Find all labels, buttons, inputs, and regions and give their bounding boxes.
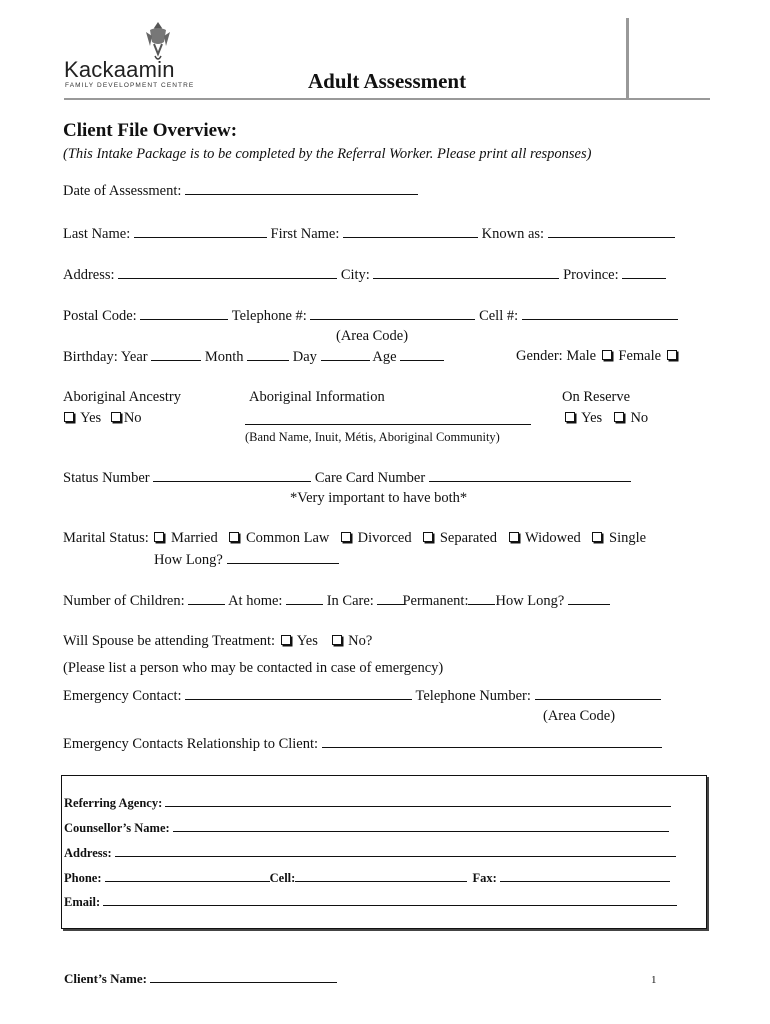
gender-female-label: Female	[618, 348, 662, 364]
emergency-note: (Please list a person who may be contacted in case of emergency)	[63, 660, 444, 676]
emergency-contact-row	[63, 687, 661, 705]
on-reserve-options	[563, 410, 648, 427]
children-row	[63, 592, 610, 610]
emergency-relationship-row	[63, 735, 662, 753]
reserve-yes-label: Yes	[581, 410, 603, 426]
single-label: Single	[609, 530, 647, 546]
children-how-long-label: How Long?	[495, 593, 565, 609]
date-label: Date of Assessment:	[63, 183, 182, 199]
divorced-label: Divorced	[357, 530, 412, 546]
month-label: Month	[204, 349, 244, 365]
org-name: Kackaamin	[64, 57, 175, 82]
province-input[interactable]	[622, 266, 666, 279]
referral-address-label: Address:	[64, 846, 112, 860]
referral-cell-label: Cell:	[269, 871, 296, 885]
ancestry-yes-checkbox[interactable]	[64, 412, 74, 422]
day-label: Day	[292, 349, 317, 365]
children-how-long-input[interactable]	[568, 592, 610, 605]
section-title: Client File Overview:	[63, 120, 238, 141]
age-input[interactable]	[400, 348, 444, 361]
widowed-checkbox[interactable]	[509, 532, 519, 542]
aboriginal-ancestry-options	[62, 410, 142, 427]
referral-fax-label: Fax:	[472, 871, 497, 885]
divorced-checkbox[interactable]	[341, 532, 351, 542]
aboriginal-information-hint: (Band Name, Inuit, Métis, Aboriginal Community)	[245, 430, 500, 444]
postal-code-input[interactable]	[140, 307, 228, 320]
married-checkbox[interactable]	[154, 532, 164, 542]
referral-phone-label: Phone:	[64, 871, 102, 885]
gender-group	[516, 348, 680, 365]
very-important-note: *Very important to have both*	[290, 490, 468, 506]
married-label: Married	[171, 530, 218, 546]
care-card-input[interactable]	[429, 469, 631, 482]
separated-label: Separated	[439, 530, 497, 546]
contact-row	[63, 307, 678, 325]
reserve-no-label: No	[630, 410, 649, 426]
marital-how-long-row	[154, 551, 339, 569]
spouse-yes-checkbox[interactable]	[281, 635, 291, 645]
emergency-telephone-input[interactable]	[535, 687, 661, 700]
emergency-telephone-label: Telephone Number:	[415, 688, 531, 704]
on-reserve-label: On Reserve	[562, 389, 631, 405]
aboriginal-information-input[interactable]	[245, 424, 531, 425]
widowed-label: Widowed	[525, 530, 581, 546]
reserve-yes-checkbox[interactable]	[565, 412, 575, 422]
spouse-no-checkbox[interactable]	[332, 635, 342, 645]
address-input[interactable]	[118, 266, 337, 279]
at-home-label: At home:	[228, 593, 283, 609]
emergency-contact-label: Emergency Contact:	[63, 688, 182, 704]
in-care-label: In Care:	[326, 593, 374, 609]
care-card-label: Care Card Number	[314, 470, 426, 486]
at-home-input[interactable]	[286, 592, 323, 605]
day-input[interactable]	[321, 348, 370, 361]
counsellor-name-input[interactable]	[173, 821, 669, 832]
referral-email-row	[64, 895, 677, 910]
ancestry-no-checkbox[interactable]	[111, 412, 121, 422]
known-as-label: Known as:	[481, 226, 545, 242]
telephone-area-code-note: (Area Code)	[336, 328, 409, 344]
status-number-label: Status Number	[63, 470, 150, 486]
telephone-label: Telephone #:	[231, 308, 307, 324]
address-row	[63, 266, 666, 284]
month-input[interactable]	[247, 348, 289, 361]
referring-agency-label: Referring Agency:	[64, 796, 163, 810]
referral-email-input[interactable]	[103, 895, 677, 906]
page-number: 1	[651, 974, 657, 986]
postal-code-label: Postal Code:	[63, 308, 137, 324]
birthday-row	[63, 348, 444, 366]
common-law-checkbox[interactable]	[229, 532, 239, 542]
last-name-label: Last Name:	[63, 226, 131, 242]
instructions: (This Intake Package is to be completed by the Referral Worker. Please print all responses)	[63, 146, 592, 162]
emergency-relationship-input[interactable]	[322, 735, 662, 748]
gender-male-checkbox[interactable]	[602, 350, 612, 360]
city-label: City:	[340, 267, 370, 283]
single-checkbox[interactable]	[592, 532, 602, 542]
aboriginal-ancestry-label: Aboriginal Ancestry	[63, 389, 181, 405]
birthday-year-label: Birthday: Year	[63, 349, 148, 365]
cell-label: Cell #:	[479, 308, 519, 324]
aboriginal-information-label: Aboriginal Information	[249, 389, 385, 405]
ancestry-no-label: No	[123, 410, 142, 426]
separated-checkbox[interactable]	[423, 532, 433, 542]
number-of-children-label: Number of Children:	[63, 593, 185, 609]
referral-address-input[interactable]	[115, 846, 676, 857]
referral-address-row	[64, 846, 676, 861]
date-input[interactable]	[185, 182, 418, 195]
referral-fax-input[interactable]	[500, 871, 670, 882]
marital-status-row	[63, 530, 646, 547]
known-as-input[interactable]	[548, 225, 675, 238]
emergency-relationship-label: Emergency Contacts Relationship to Client:	[63, 736, 319, 752]
referral-phone-input[interactable]	[105, 871, 270, 882]
counsellor-name-row	[64, 821, 669, 836]
number-of-children-input[interactable]	[188, 592, 225, 605]
first-name-input[interactable]	[343, 225, 478, 238]
province-label: Province:	[563, 267, 619, 283]
emergency-contact-input[interactable]	[185, 687, 412, 700]
age-label: Age	[372, 349, 397, 365]
marital-status-label: Marital Status:	[63, 530, 149, 546]
cell-input[interactable]	[522, 307, 678, 320]
referral-phone-row	[64, 871, 670, 886]
org-subtitle: FAMILY DEVELOPMENT CENTRE	[65, 82, 195, 89]
date-row	[63, 182, 418, 200]
header-horizontal-rule	[64, 98, 710, 100]
last-name-input[interactable]	[134, 225, 267, 238]
spouse-row	[63, 633, 372, 650]
client-name-row	[64, 971, 337, 987]
permanent-label: Permanent:	[402, 593, 469, 609]
client-name-label: Client’s Name:	[64, 971, 147, 986]
referral-email-label: Email:	[64, 895, 101, 909]
referring-agency-input[interactable]	[165, 796, 671, 807]
status-number-input[interactable]	[153, 469, 311, 482]
gender-female-checkbox[interactable]	[667, 350, 677, 360]
name-row	[63, 225, 675, 243]
address-label: Address:	[63, 267, 115, 283]
telephone-input[interactable]	[310, 307, 475, 320]
emergency-area-code-note: (Area Code)	[543, 708, 616, 724]
counsellor-name-label: Counsellor’s Name:	[64, 821, 170, 835]
status-row	[63, 469, 631, 487]
marital-how-long-input[interactable]	[227, 551, 339, 564]
form-title: Adult Assessment	[308, 69, 467, 93]
city-input[interactable]	[373, 266, 559, 279]
birthday-year-input[interactable]	[151, 348, 201, 361]
first-name-label: First Name:	[270, 226, 340, 242]
reserve-no-checkbox[interactable]	[614, 412, 624, 422]
gender-male-label: Gender: Male	[516, 348, 597, 364]
common-law-label: Common Law	[246, 530, 330, 546]
permanent-input[interactable]	[468, 592, 495, 605]
spouse-attending-label: Will Spouse be attending Treatment:	[63, 633, 276, 649]
marital-how-long-label: How Long?	[154, 552, 223, 568]
header-vertical-rule	[626, 18, 629, 98]
ancestry-yes-label: Yes	[80, 410, 102, 426]
spouse-no-label: No?	[348, 633, 373, 649]
referral-cell-input[interactable]	[295, 871, 467, 882]
client-name-input[interactable]	[150, 972, 337, 983]
spouse-yes-label: Yes	[296, 633, 318, 649]
referring-agency-row	[64, 796, 671, 811]
